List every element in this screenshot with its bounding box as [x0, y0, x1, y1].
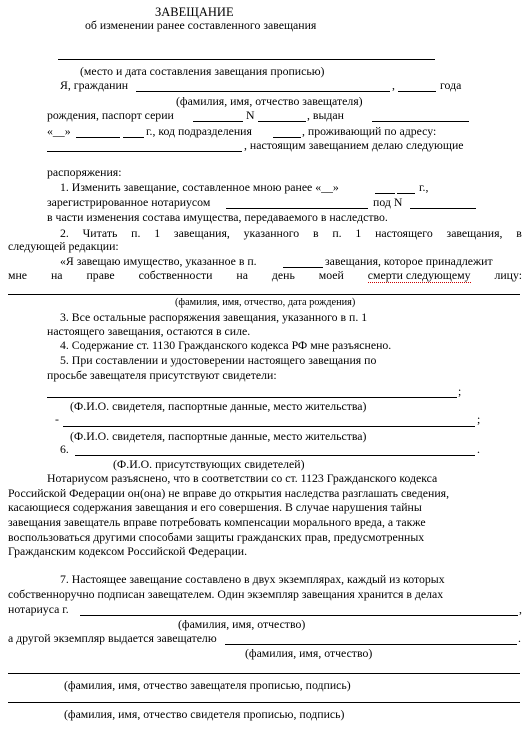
notary-line1: Нотариусом разъяснено, что в соответствии со ст. 1123 Гражданского кодекса	[47, 471, 438, 485]
notary-city-line	[80, 615, 518, 616]
hereby-text: , настоящим завещанием делаю следующие	[244, 138, 464, 152]
item4-text: 4. Содержание ст. 1130 Гражданского кодекса РФ мне разъяснено.	[60, 338, 392, 352]
testator-signature-caption: (фамилия, имя, отчество завещателя прописью, подпись)	[64, 678, 351, 692]
other-copy-label: а другой экземпляр выдается завещателю	[8, 631, 217, 645]
issue-year-line	[123, 137, 144, 138]
witness2-semicolon: ;	[477, 412, 481, 426]
address-label: , проживающий по адресу:	[302, 124, 437, 138]
address-line	[47, 151, 242, 152]
dispositions-label: распоряжения:	[47, 165, 122, 179]
witness-signature-caption: (фамилия, имя, отчество свидетеля прописью, подпись)	[64, 707, 345, 721]
notary-line3: касающиеся содержания завещания и его совершения. В случае нарушения тайны	[8, 500, 422, 514]
witness2-caption: (Ф.И.О. свидетеля, паспортные данные, место жительства)	[70, 429, 367, 443]
citizen-name-line	[136, 91, 390, 92]
place-date-caption: (место и дата составления завещания прописью)	[80, 64, 325, 78]
present-caption: (Ф.И.О. присутствующих свидетелей)	[113, 457, 305, 471]
witness-signature-line	[8, 702, 520, 703]
comma: ,	[519, 602, 522, 616]
document-subtitle: об изменении ранее составленного завещания	[85, 18, 317, 32]
item7-line2: собственноручно подписан завещателем. Один экземпляр завещания хранится в делах	[8, 587, 444, 601]
item3-line1: 3. Все остальные распоряжения завещания, указанного в п. 1	[60, 310, 368, 324]
witness1-caption: (Ф.И.О. свидетеля, паспортные данные, место жительства)	[70, 399, 367, 413]
item1-notary-line	[226, 208, 368, 209]
citizen-label: Я, гражданин	[60, 78, 129, 92]
item7-line3: нотариуса г.	[8, 602, 69, 616]
item1-reg-number-label: под N	[373, 195, 403, 209]
notary-line4: завещания завещатель вправе потребовать компенсации морального вреда, а также	[8, 515, 426, 529]
item1-reg-number-line	[410, 208, 476, 209]
item2-line4: мне на праве собственности на день моей смерти следующему лицу:	[8, 268, 522, 282]
item1-partial-text: в части изменения состава имущества, передаваемого в наследство.	[47, 210, 388, 224]
item6-number: 6.	[60, 442, 69, 456]
issue-date-open: «__»	[47, 124, 71, 138]
item1-text: 1. Изменить завещание, составленное мною ранее «__»	[60, 180, 339, 194]
comma: ,	[392, 78, 395, 92]
notary-line2: Российской Федерации он(она) не вправе до открытия наследства разглашать сведения,	[8, 486, 450, 500]
item5-line2: просьбе завещателя присутствуют свидетели:	[47, 368, 277, 382]
item1-year-line	[397, 193, 415, 194]
item2-line3-start: «Я завещаю имущество, указанное в п.	[60, 254, 257, 268]
issued-by-line	[372, 121, 469, 122]
other-copy-line	[225, 644, 517, 645]
notary-line6: Гражданским кодексом Российской Федерации.	[8, 544, 248, 558]
item5-line1: 5. При составлении и удостоверении настоящего завещания по	[60, 353, 377, 367]
witness2-dash: -	[55, 412, 59, 426]
passport-n-label: N	[246, 108, 255, 122]
year-line	[398, 91, 436, 92]
witness2-line	[63, 426, 475, 427]
item1-year-suffix: г.,	[419, 180, 429, 194]
year-label: года	[440, 78, 462, 92]
period: .	[518, 631, 521, 645]
testator-signature-line	[8, 673, 520, 674]
item7-line1: 7. Настоящее завещание составлено в двух экземплярах, каждый из которых	[60, 572, 445, 586]
passport-number-line	[258, 121, 306, 122]
other-copy-caption: (фамилия, имя, отчество)	[245, 646, 373, 660]
item2-line3-end: завещания, которое принадлежит	[325, 254, 493, 268]
place-date-line	[58, 59, 435, 60]
present-witnesses-line	[75, 455, 475, 456]
issued-label: , выдан	[307, 108, 344, 122]
heir-caption: (фамилия, имя, отчество, дата рождения)	[175, 297, 356, 308]
period: .	[477, 442, 480, 456]
item1-month-line	[375, 193, 395, 194]
item2-line2: следующей редакции:	[8, 239, 119, 253]
witness1-semicolon: ;	[458, 384, 462, 398]
witness1-line	[47, 397, 457, 398]
document-title: ЗАВЕЩАНИЕ	[155, 5, 234, 19]
heir-line	[8, 294, 520, 295]
division-code-label: г., код подразделения	[146, 124, 252, 138]
fio-caption: (фамилия, имя, отчество завещателя)	[176, 94, 363, 108]
passport-series-line	[193, 121, 243, 122]
notary-line5: воспользоваться другими способами защиты гражданских прав, предусмотренных	[8, 530, 425, 544]
birth-passport-label: рождения, паспорт серии	[47, 108, 174, 122]
item2-line1: 2. Читать п. 1 завещания, указанного в п. 1 настоящего завещания, в	[60, 226, 522, 240]
item3-line2: настоящего завещания, остаются в силе.	[47, 324, 251, 338]
issue-month-line	[76, 137, 120, 138]
item1-registered-label: зарегистрированное нотариусом	[47, 195, 211, 209]
item7-fio-caption: (фамилия, имя, отчество)	[178, 617, 306, 631]
